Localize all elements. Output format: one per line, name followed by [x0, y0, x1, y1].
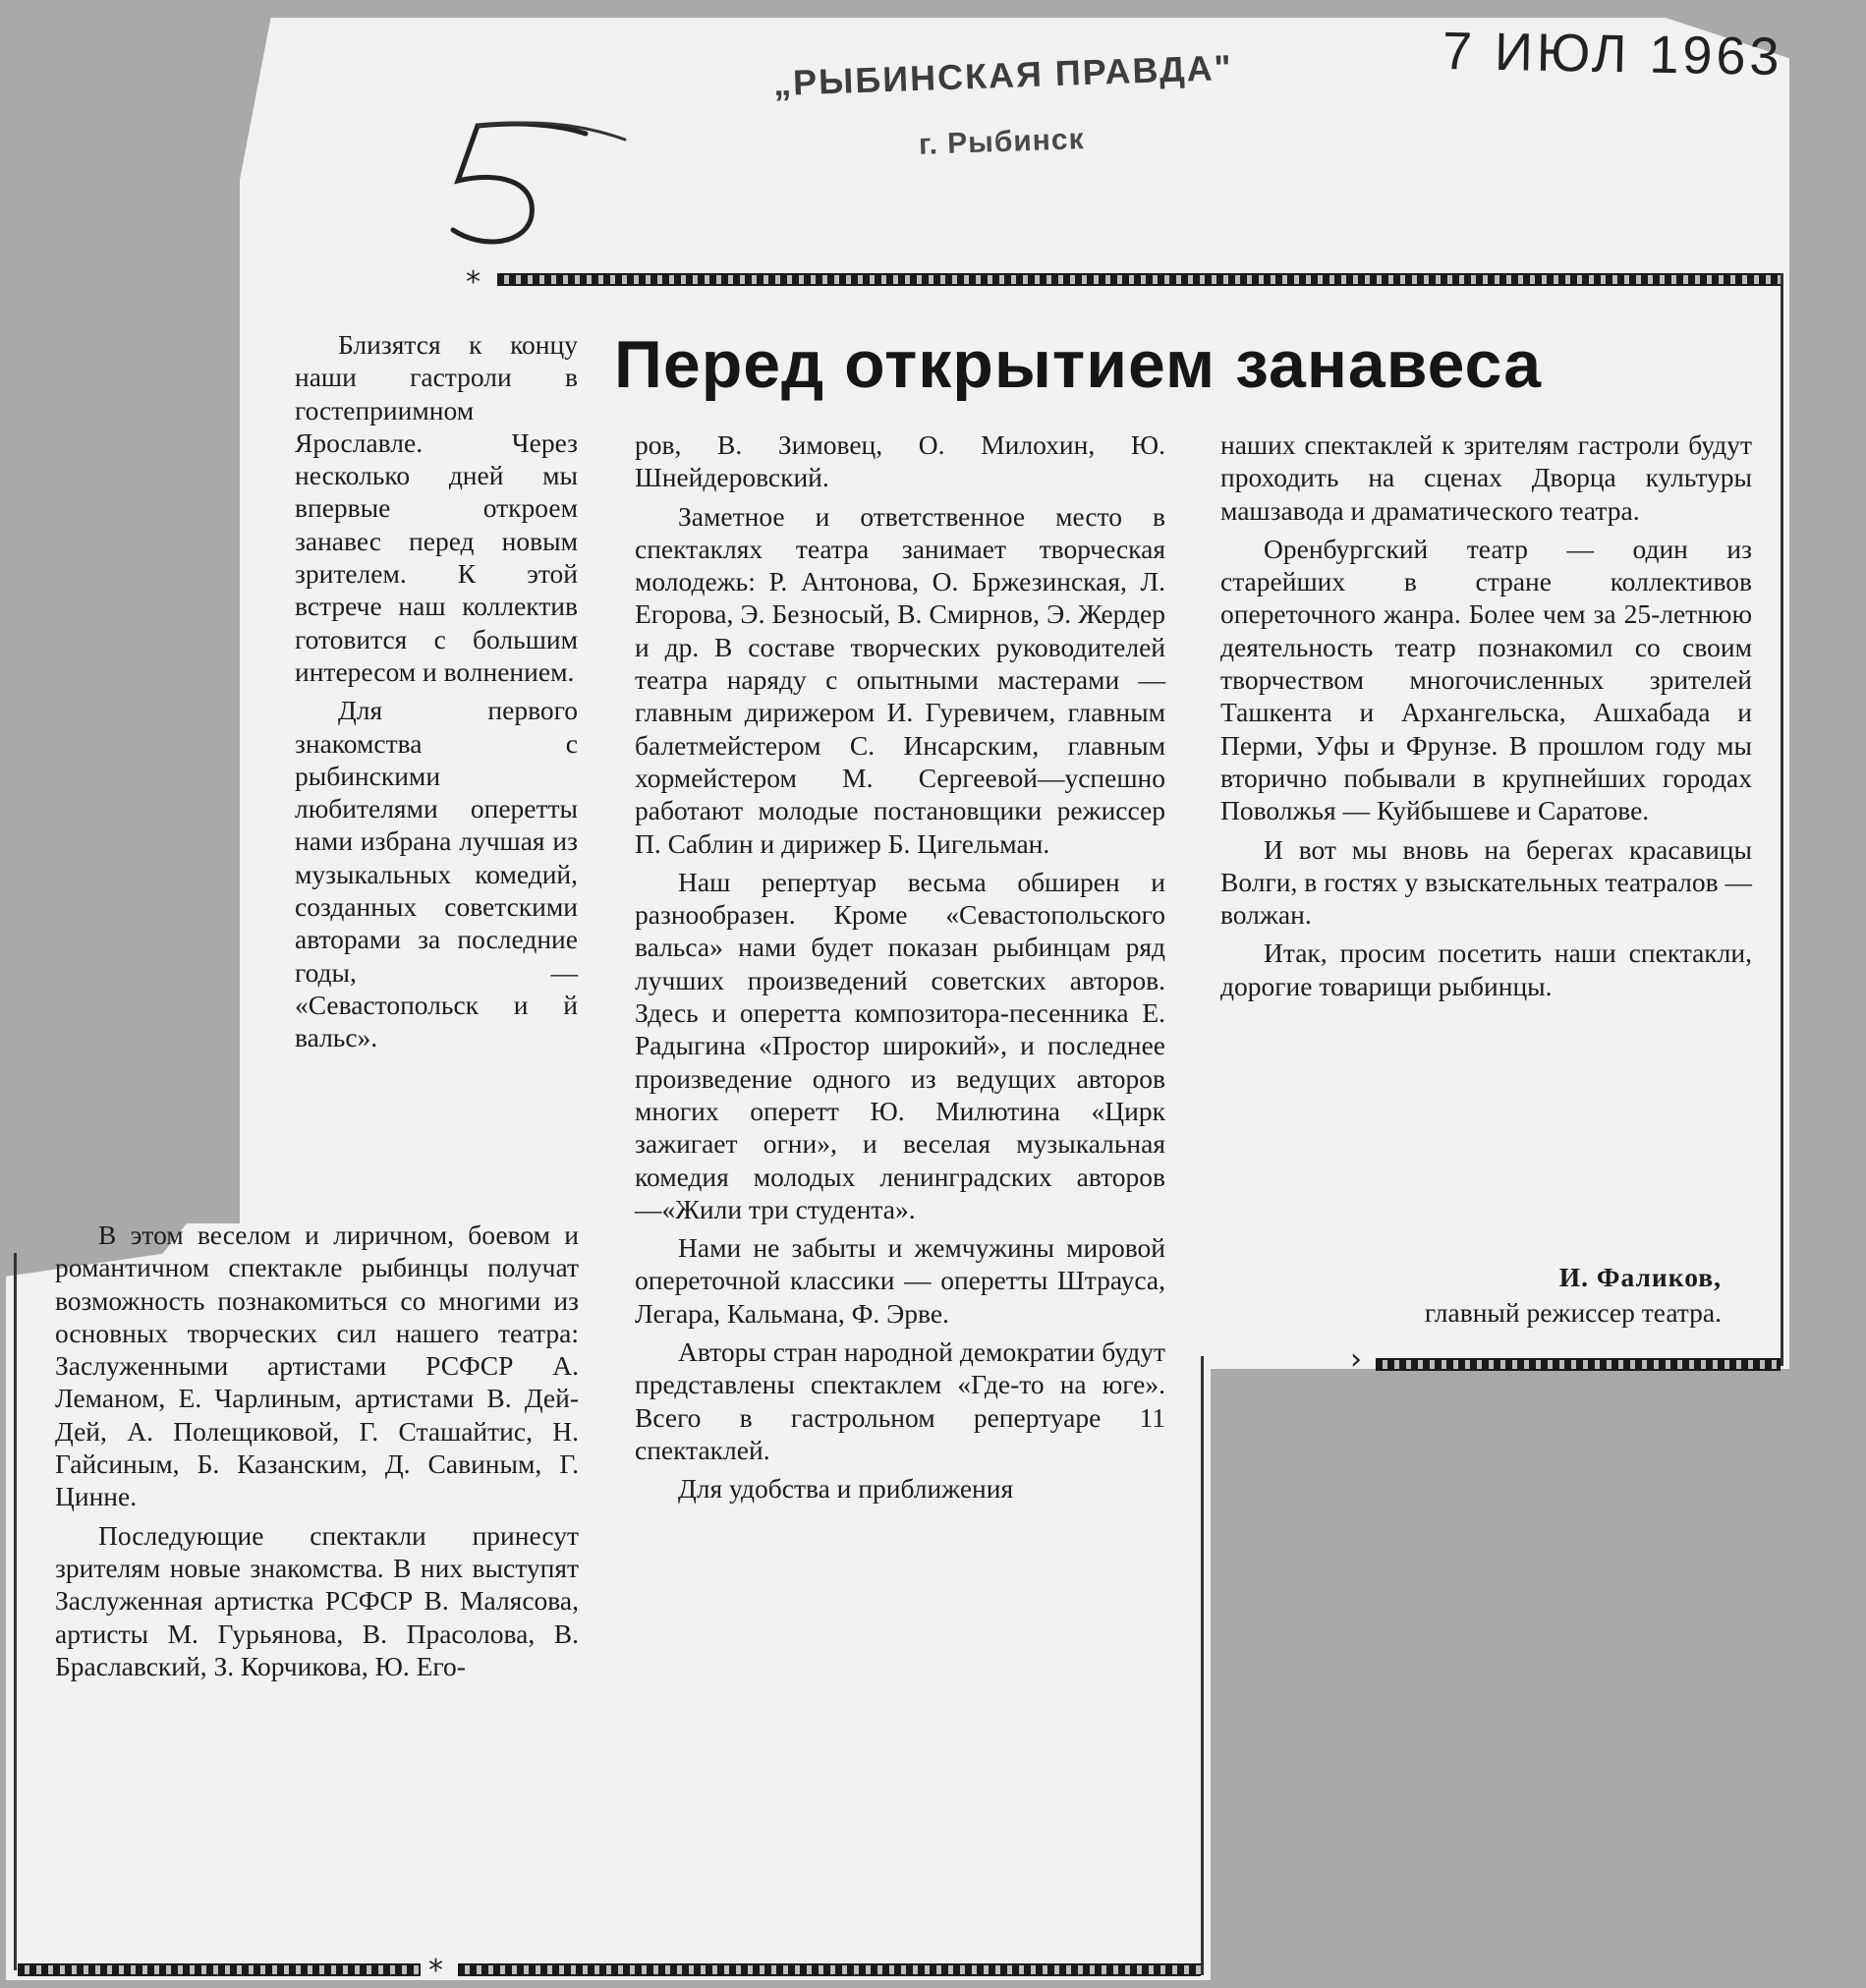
asterisk-ornament-bottom: * — [428, 1954, 443, 1988]
paragraph: наших спектаклей к зрителям гастроли будут проходить на сценах Дворца культуры машзавода и драматического театра. — [1220, 429, 1752, 526]
paragraph: Для первого знакомства с рыбинскими любителями оперетты нами избрана лучшая из музыкальных комедий, созданных советскими авторами за последние годы, — «Севастопольск и й вальс». — [295, 695, 578, 1053]
paragraph: Нами не забыты и жемчужины мировой опереточной классики — оперетты Штрауса, Легара, Кальмана, Ф. Эрве. — [635, 1232, 1165, 1329]
center-frame-rule — [1201, 1356, 1204, 1975]
paragraph: Авторы стран народной демократии будут представлены спектаклем «Где-то на юге». Всего в гастрольном репертуаре 11 спектаклей. — [635, 1336, 1165, 1465]
paragraph: И вот мы вновь на берегах красавицы Волги, в гостях у взыскательных театралов — волжан. — [1220, 833, 1752, 931]
paragraph: Наш репертуар весьма обширен и разнообразен. Кроме «Севастопольского вальса» нами будет показан рыбинцам ряд лучших произведений советских авторов. Здесь и оперетта композитора-песенника Е. Радыгина «Простор широкий», и последнее произведение одного из ведущих авторов многих оперетт Ю. Милютина «Цирк зажигает огни», и веселая музыкальная комедия молодых ленинградских авторов—«Жили три студента». — [635, 866, 1165, 1224]
left-frame-rule — [14, 1253, 17, 1970]
article-headline: Перед открытием занавеса — [614, 327, 1543, 402]
column-1-lower — [55, 1219, 579, 1688]
newspaper-name: „РЫБИНСКАЯ ПРАВДА" — [772, 46, 1234, 104]
paragraph: Заметное и ответственное место в спектаклях театра занимает творческая молодежь: Р. Антонова, О. Бржезинская, Л. Егорова, Э. Безносый, В. Смирнов, Э. Жердер и др. В составе творческих руководителей театра наряду с опытными мастерами — главным дирижером И. Гуревичем, главным балетмейстером С. Инсарским, главным хормейстером М. Сергеевой—успешно работают молодые постановщики режиссер П. Саблин и дирижер Б. Цигельман. — [635, 500, 1165, 859]
top-divider — [497, 273, 1781, 286]
column-3 — [1220, 428, 1752, 1008]
end-divider — [1376, 1358, 1781, 1371]
asterisk-ornament: * — [466, 265, 481, 300]
paragraph: Близятся к концу наши гастроли в гостеприимном Ярославле. Через несколько дней мы впервые откроем занавес перед новым зрителем. К этой встрече наш коллектив готовится с большим интересом и волнением. — [295, 329, 578, 687]
paragraph: В этом веселом и лиричном, боевом и романтичном спектакле рыбинцы получат возможность познакомиться со многими из основных творческих сил нашего театра: Заслуженными артистами РСФСР А. Леманом, Е. Чарлиным, артистами В. Дей-Дей, А. Полещиковой, Г. Сташайтис, Н. Гайсиным, Б. Казанским, Д. Савиным, Г. Цинне. — [55, 1220, 579, 1512]
bottom-divider-left — [18, 1963, 421, 1976]
author-title: главный режиссер театра. — [1424, 1297, 1722, 1328]
paragraph: ров, В. Зимовец, О. Милохин, Ю. Шнейдеровский. — [635, 429, 1165, 493]
paragraph: Итак, просим посетить наши спектакли, дорогие товарищи рыбинцы. — [1220, 937, 1752, 1001]
newspaper-city: г. Рыбинск — [918, 123, 1086, 161]
column-1 — [295, 328, 578, 1060]
column-2 — [635, 428, 1165, 1511]
paragraph: Последующие спектакли принесут зрителям новые знакомства. В них выступят Заслуженная артистка РСФСР В. Малясова, артисты М. Гурьянова, В. Прасолова, В. Браславский, З. Корчикова, Ю. Его- — [55, 1519, 579, 1681]
handwritten-page-number — [438, 112, 635, 259]
paragraph: Для удобства и приближения — [678, 1473, 1014, 1505]
paragraph: Оренбургский театр — один из старейших в стране коллективов опереточного жанра. Более чем за 25-летнюю деятельность театр познакомил со своим творчеством многочисленных зрителей Ташкента и Архангельска, Ашхабада и Перми, Уфы и Фрунзе. В прошлом году мы вторично побывали в крупнейших городах Поволжья — Куйбышеве и Саратове. — [1220, 533, 1752, 826]
right-frame-rule — [1781, 273, 1783, 1366]
bottom-divider-right — [458, 1963, 1201, 1976]
end-mark: › — [1350, 1342, 1362, 1377]
date-stamp: 7 ИЮЛ 1963 — [1442, 21, 1784, 87]
author-name: И. Фаликов, — [1558, 1262, 1722, 1292]
